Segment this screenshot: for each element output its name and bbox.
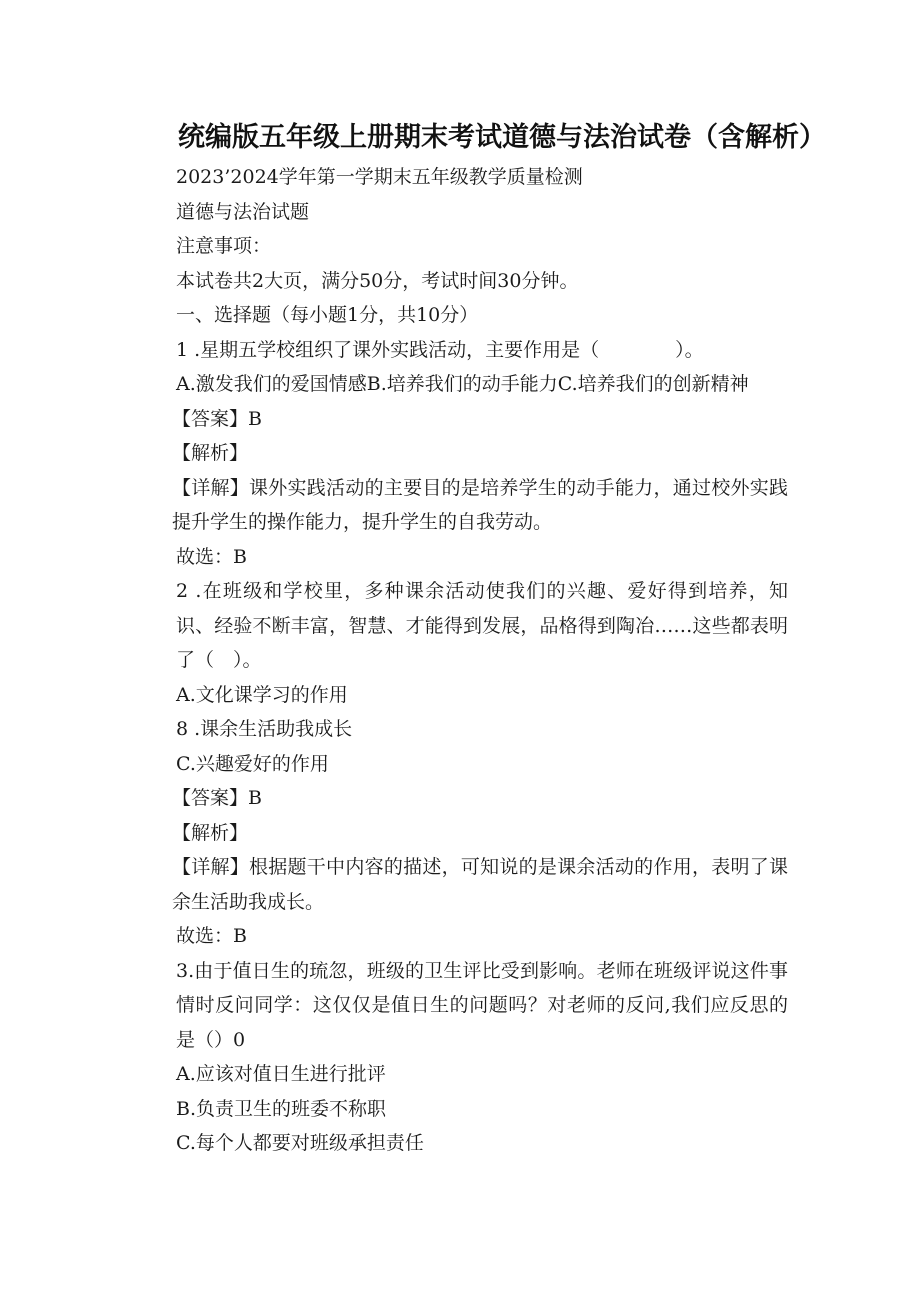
question-1-stem: 1 .星期五学校组织了课外实践活动，主要作用是（ ）。 [176, 338, 704, 361]
question-2-choice: 故选：B [176, 925, 247, 947]
question-3-stem: 3.由于值日生的琉忽，班级的卫生评比受到影响。老师在班级评说这件事情时反问同学：这仅仅是值日生的问题吗？对老师的反问,我们应反思的是（）0 [176, 959, 788, 1051]
question-2-option-b: 8 .课余生活助我成长 [176, 718, 353, 740]
question-3-option-c: C.每个人都要对班级承担责任 [176, 1132, 424, 1154]
question-2-stem: 2 .在班级和学校里，多种课余活动使我们的兴趣、爱好得到培养，知识、经验不断丰富，智慧、才能得到发展，品格得到陶冶……这些都表明了（ ）。 [176, 580, 788, 671]
question-3-option-b: B.负责卫生的班委不称职 [176, 1097, 387, 1120]
notice-text: 本试卷共2大页，满分50分，考试时间30分钟。 [176, 269, 579, 292]
question-1-answer: 【答案】B [172, 407, 262, 430]
exam-subject: 道德与法治试题 [176, 200, 310, 223]
question-2-answer: 【答案】B [172, 787, 262, 809]
document-title: 统编版五年级上册期末考试道德与法治试卷（含解析） [178, 122, 826, 153]
question-1-detail: 【详解】课外实践活动的主要目的是培养学生的动手能力，通过校外实践提升学生的操作能力，提升学生的自我劳动。 [172, 476, 788, 533]
question-3-option-a: A.应该对值日生进行批评 [176, 1063, 386, 1085]
question-2-detail: 【详解】根据题干中内容的描述，可知说的是课余活动的作用，表明了课余生活助我成长。 [172, 856, 788, 913]
question-2-option-c: C.兴趣爱好的作用 [176, 752, 329, 775]
question-1-options: A.激发我们的爱国情感B.培养我们的动手能力C.培养我们的创新精神 [176, 373, 749, 395]
document-body [138, 160, 788, 1161]
question-2-option-a: A.文化课学习的作用 [176, 683, 348, 706]
section-heading: 一、选择题（每小题1分，共10分） [176, 304, 479, 326]
notice-heading: 注意事项： [176, 235, 272, 257]
exam-subtitle: 2023’2024学年第一学期末五年级教学质量检测 [176, 166, 583, 188]
question-1-choice: 故选：B [176, 545, 247, 568]
question-1-analysis-label: 【解析】 [172, 442, 249, 464]
question-2-analysis-label: 【解析】 [172, 821, 249, 844]
